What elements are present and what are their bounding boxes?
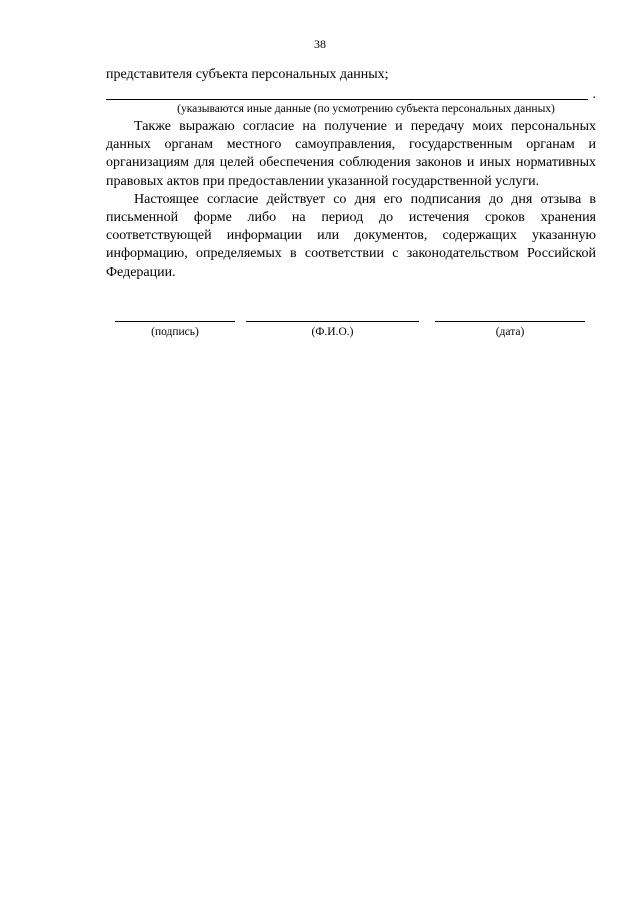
date-label: (дата) — [495, 326, 525, 338]
signature-underline — [115, 321, 235, 322]
full-name-field[interactable] — [246, 321, 419, 339]
signature-label: (подпись) — [151, 326, 199, 338]
signature-block — [0, 321, 640, 351]
consent-paragraph-validity: Настоящее согласие действует со дня его подписания до дня отзыва в письменной форме либо на период до истечения сроков хранения соответствующей информации или документов, содержащих указанную информацию, определяемых в соответствии с законодательством Российской Федерации. — [106, 191, 596, 280]
fill-underline — [106, 99, 588, 100]
other-data-fill-field[interactable] — [106, 86, 596, 102]
document-body — [106, 66, 596, 282]
fill-end-mark: . — [592, 87, 596, 102]
consent-paragraph-transfer: Также выражаю согласие на получение и передачу моих персональных данных органам местного самоуправления, государственным органам и организациям для целей обеспечения соблюдения законов и иных нормативных правовых актов при предоставлении указанной государственной услуги. — [106, 119, 596, 189]
full-name-label: (Ф.И.О.) — [311, 326, 354, 338]
date-field[interactable] — [435, 321, 585, 339]
date-underline — [435, 321, 585, 322]
full-name-underline — [246, 321, 419, 322]
page-number: 38 — [314, 37, 326, 51]
signature-field[interactable] — [115, 321, 235, 339]
fill-hint: (указываются иные данные (по усмотрению субъекта персональных данных) — [177, 103, 555, 115]
representative-line: представителя субъекта персональных данных; — [106, 67, 389, 82]
